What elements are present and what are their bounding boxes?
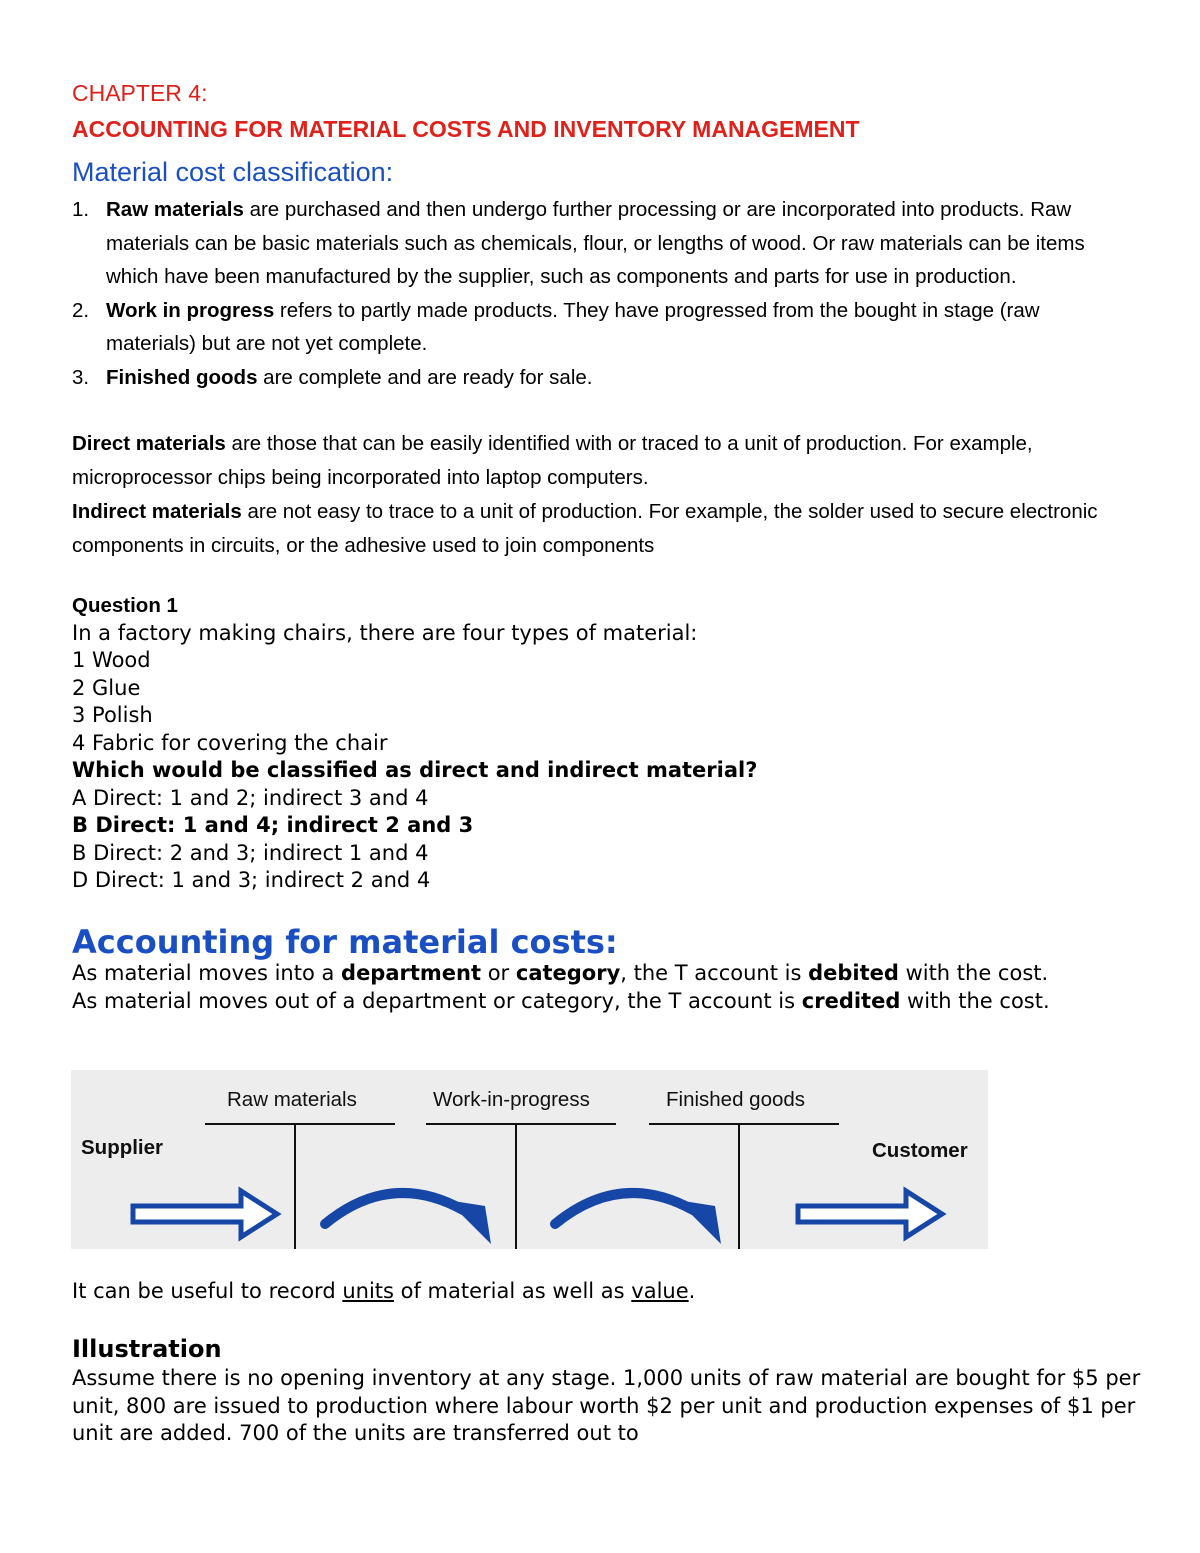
term-work-in-progress: Work in progress — [106, 298, 275, 322]
list-number: 3. — [72, 365, 90, 389]
material-item: 1 Wood — [72, 648, 151, 672]
customer-label: Customer — [872, 1139, 968, 1162]
term-indirect-materials: Indirect materials — [72, 500, 242, 523]
supplier-label: Supplier — [81, 1136, 164, 1159]
curved-arrow-icon — [555, 1193, 693, 1224]
illustration-heading: Illustration — [72, 1335, 222, 1363]
classification-list — [72, 193, 1132, 394]
classification-heading: Material cost classification: — [72, 157, 394, 187]
option-d: D Direct: 1 and 3; indirect 2 and 4 — [72, 868, 431, 892]
chapter-subtitle: ACCOUNTING FOR MATERIAL COSTS AND INVENTORY MANAGEMENT — [72, 116, 860, 142]
accounting-text — [72, 960, 1132, 1015]
indirect-materials-paragraph — [72, 495, 1132, 562]
list-item — [72, 361, 1132, 395]
list-item — [72, 294, 1132, 361]
list-item-text: are purchased and then undergo further processing or are incorporated into products. Raw materials can be basic materials such as chemicals, flour, or lengths of wood. Or raw materials can be items which have been manufactured by the supplier, such as components and parts for use in production. — [106, 198, 1085, 288]
account-label-raw-materials: Raw materials — [227, 1088, 357, 1111]
question-block — [72, 592, 1132, 895]
arrow-right-icon — [798, 1191, 942, 1237]
material-item: 4 Fabric for covering the chair — [72, 730, 388, 755]
chapter-title: CHAPTER 4: — [72, 80, 208, 106]
option-a: A Direct: 1 and 2; indirect 3 and 4 — [72, 785, 429, 810]
accounting-line-debit: As material moves into a department or category, the T account is debited with the cost. — [72, 961, 1049, 985]
option-c: B Direct: 2 and 3; indirect 1 and 4 — [72, 840, 429, 865]
term-finished-goods: Finished goods — [106, 365, 258, 389]
list-number: 2. — [72, 298, 90, 322]
list-item-text: are complete and are ready for sale. — [257, 365, 593, 389]
option-b-correct: B Direct: 1 and 4; indirect 2 and 3 — [72, 813, 474, 837]
term-direct-materials: Direct materials — [72, 432, 226, 455]
indirect-materials-text: are not easy to trace to a unit of production. For example, the solder used to secure electronic components in circuits, or the adhesive used to join components — [72, 500, 1098, 557]
question-prompt: Which would be classified as direct and indirect material? — [72, 758, 758, 782]
arrow-right-icon — [133, 1191, 277, 1237]
question-intro: In a factory making chairs, there are four types of material: — [72, 620, 698, 645]
accounting-heading: Accounting for material costs: — [72, 923, 618, 961]
question-title: Question 1 — [72, 594, 178, 617]
units-note: It can be useful to record units of material as well as value. — [72, 1279, 696, 1303]
material-item: 2 Glue — [72, 675, 141, 700]
curved-arrowhead-icon — [677, 1200, 721, 1244]
account-label-work-in-progress: Work-in-progress — [433, 1088, 590, 1111]
direct-materials-paragraph — [72, 427, 1132, 494]
illustration-text: Assume there is no opening inventory at any stage. 1,000 units of raw material are bought for $5 per unit, 800 are issued to production where labour worth $2 per unit and production expenses of $1 per unit are added. 700 of the units are transferred out to — [72, 1366, 1141, 1445]
direct-materials-text: are those that can be easily identified with or traced to a unit of production. For example, microprocessor chips being incorporated into laptop computers. — [72, 432, 1033, 489]
list-number: 1. — [72, 198, 90, 221]
account-label-finished-goods: Finished goods — [666, 1088, 806, 1111]
accounting-line-credit: As material moves out of a department or category, the T account is credited with the cost. — [72, 988, 1050, 1013]
material-flow-diagram — [71, 1070, 988, 1249]
curved-arrow-icon — [325, 1193, 463, 1224]
material-item: 3 Polish — [72, 703, 153, 727]
curved-arrowhead-icon — [447, 1200, 491, 1244]
list-item-text: refers to partly made products. They have progressed from the bought in stage (raw materials) but are not yet complete. — [106, 298, 1040, 355]
term-raw-materials: Raw materials — [106, 198, 244, 221]
list-item — [72, 193, 1132, 294]
